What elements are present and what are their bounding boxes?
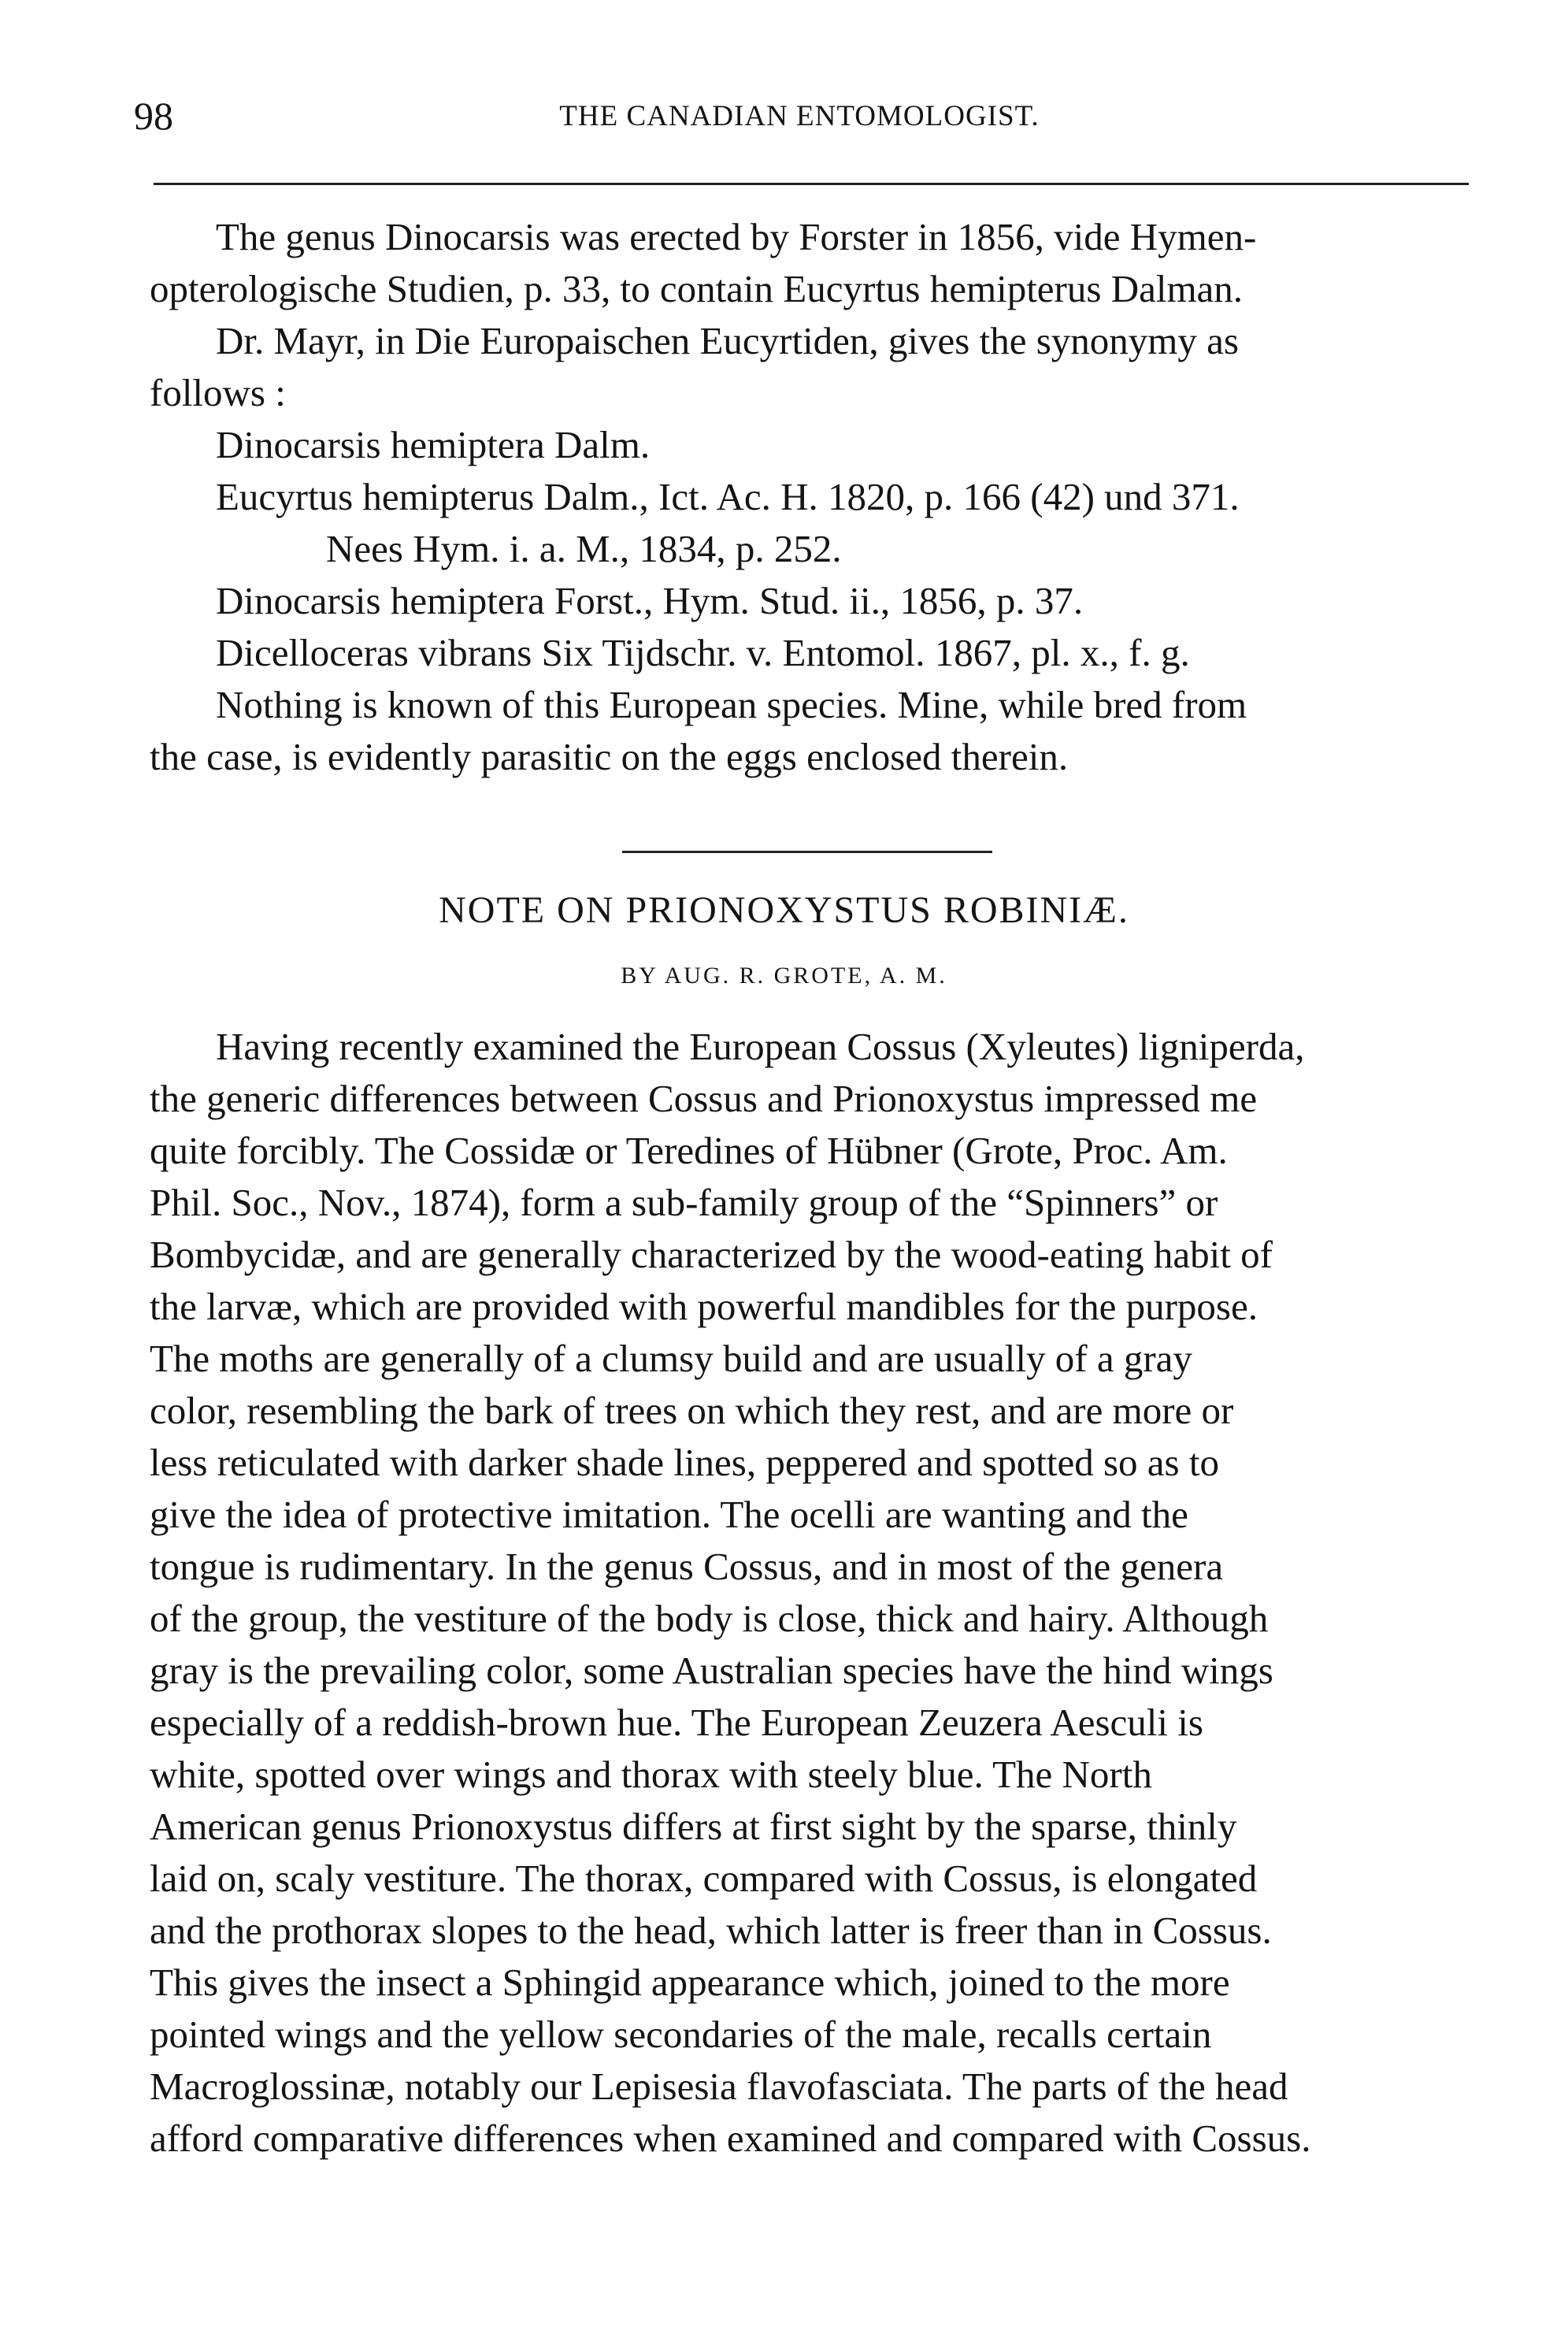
body-line: afford comparative differences when examined and compared with Cossus. — [150, 2117, 1311, 2160]
body-line: and the prothorax slopes to the head, which latter is freer than in Cossus. — [150, 1909, 1272, 1952]
synonymy-entry: Dinocarsis hemiptera Forst., Hym. Stud. ii., 1856, p. 37. — [216, 579, 1084, 622]
body-line: The moths are generally of a clumsy build and are usually of a gray — [150, 1337, 1192, 1380]
article-byline: BY AUG. R. GROTE, A. M. — [621, 963, 947, 989]
closing-line: Nothing is known of this European species. Mine, while bred from — [216, 683, 1247, 726]
body-line: quite forcibly. The Cossidæ or Teredines of Hübner (Grote, Proc. Am. — [150, 1129, 1228, 1172]
intro-line: opterologische Studien, p. 33, to contain Eucyrtus hemipterus Dalman. — [150, 267, 1244, 310]
mayr-line: Dr. Mayr, in Die Europaischen Eucyrtiden, gives the synonymy as — [216, 319, 1239, 362]
body-line: the larvæ, which are provided with powerful mandibles for the purpose. — [150, 1285, 1258, 1328]
synonymy-entry: Nees Hym. i. a. M., 1834, p. 252. — [326, 527, 842, 570]
body-line: tongue is rudimentary. In the genus Cossus, and in most of the genera — [150, 1545, 1224, 1588]
body-line: less reticulated with darker shade lines, peppered and spotted so as to — [150, 1441, 1219, 1484]
body-line: color, resembling the bark of trees on which they rest, and are more or — [150, 1389, 1234, 1432]
body-line: give the idea of protective imitation. The ocelli are wanting and the — [150, 1493, 1188, 1536]
synonymy-entry: Eucyrtus hemipterus Dalm., Ict. Ac. H. 1820, p. 166 (42) und 371. — [216, 475, 1240, 518]
body-line: This gives the insect a Sphingid appearance which, joined to the more — [150, 1961, 1230, 2004]
section-divider — [622, 851, 992, 853]
body-line: Macroglossinæ, notably our Lepisesia flavofasciata. The parts of the head — [150, 2065, 1288, 2108]
body-line: laid on, scaly vestiture. The thorax, compared with Cossus, is elongated — [150, 1857, 1258, 1900]
dinocarsis-section — [150, 211, 1465, 783]
page-number: 98 — [134, 94, 173, 138]
article-title: NOTE ON PRIONOXYSTUS ROBINIÆ. — [439, 889, 1129, 931]
body-line: especially of a reddish-brown hue. The European Zeuzera Aesculi is — [150, 1701, 1203, 1744]
body-line: white, spotted over wings and thorax with steely blue. The North — [150, 1753, 1152, 1796]
body-line: Bombycidæ, and are generally characterized by the wood-eating habit of — [150, 1233, 1273, 1276]
article-body — [150, 1021, 1465, 2165]
body-line: American genus Prionoxystus differs at first sight by the sparse, thinly — [150, 1805, 1237, 1848]
body-line: pointed wings and the yellow secondaries of the male, recalls certain — [150, 2013, 1212, 2056]
synonymy-entry: Dicelloceras vibrans Six Tijdschr. v. Entomol. 1867, pl. x., f. g. — [216, 631, 1190, 674]
mayr-line: follows : — [150, 371, 286, 414]
intro-line: The genus Dinocarsis was erected by Forster in 1856, vide Hymen- — [216, 215, 1257, 258]
synonymy-entry: Dinocarsis hemiptera Dalm. — [216, 423, 651, 466]
body-line: the generic differences between Cossus and Prionoxystus impressed me — [150, 1077, 1258, 1120]
body-line: of the group, the vestiture of the body is close, thick and hairy. Although — [150, 1597, 1269, 1640]
body-line: gray is the prevailing color, some Australian species have the hind wings — [150, 1649, 1273, 1692]
body-line: Phil. Soc., Nov., 1874), form a sub-family group of the “Spinners” or — [150, 1181, 1218, 1224]
page-header — [134, 93, 1465, 148]
body-line: Having recently examined the European Cossus (Xyleutes) ligniperda, — [216, 1025, 1305, 1068]
header-rule — [154, 183, 1469, 185]
closing-line: the case, is evidently parasitic on the eggs enclosed therein. — [150, 735, 1069, 778]
running-head: THE CANADIAN ENTOMOLOGIST. — [559, 100, 1040, 132]
